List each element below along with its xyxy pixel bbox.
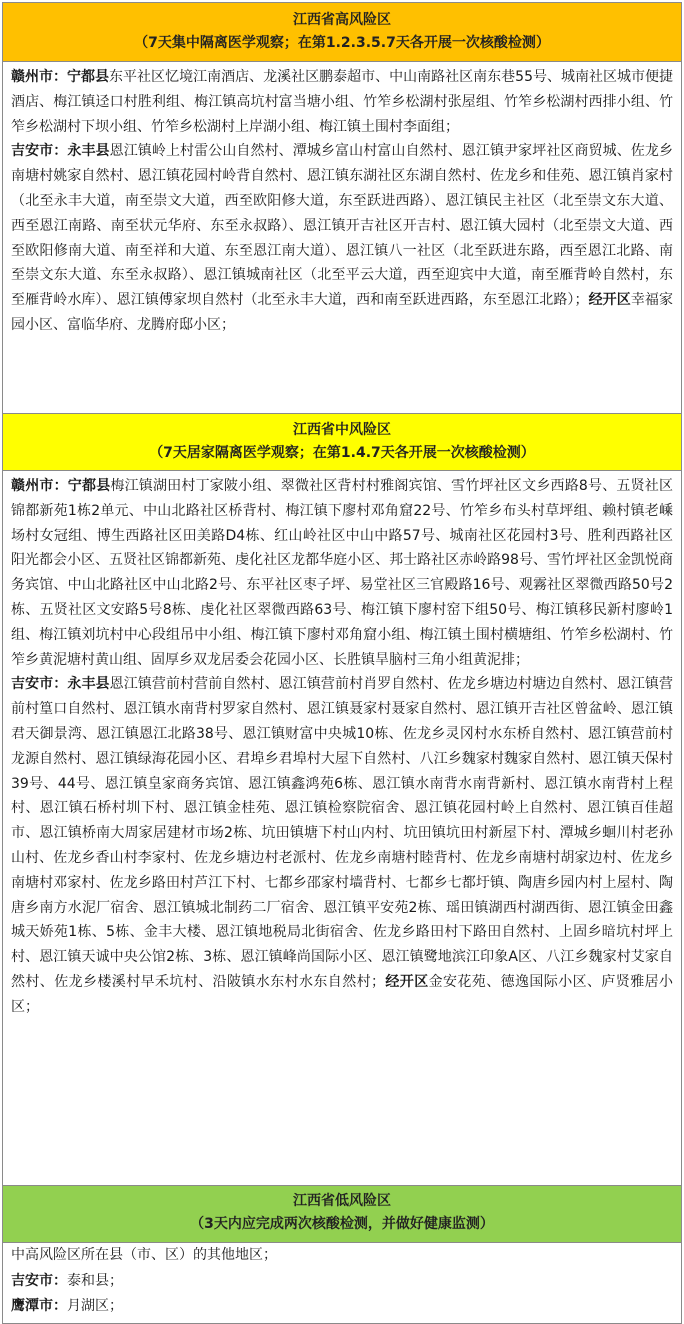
mid-jian-paragraph [11,672,673,1019]
mid-ganzhou-county: 宁都县 [67,478,111,494]
high-risk-header [3,3,681,62]
mid-jian-city: 吉安市： [11,676,68,693]
high-ganzhou-paragraph [11,65,673,139]
mid-risk-body [3,471,681,1186]
mid-ganzhou-city: 赣州市： [11,478,68,494]
risk-area-table [2,2,682,1324]
high-jian-paragraph [11,139,673,337]
low-line-other: 中高风险区所在县（市、区）的其他地区； [11,1247,277,1263]
low-line-yingtan [11,1294,673,1320]
high-jian-county: 永丰县 [67,143,110,160]
high-jian-zone-text: 幸福家园小区、富临华府、龙腾府邸小区； [11,292,674,333]
high-risk-body [3,62,681,414]
low-jian-text: 泰和县； [67,1272,123,1289]
mid-jian-zone: 经开区 [385,973,429,990]
mid-risk-title: 江西省中风险区 [293,422,391,438]
low-jian-city: 吉安市： [11,1272,67,1289]
high-risk-title: 江西省高风险区 [293,12,391,28]
high-jian-text: 恩江镇岭上村雷公山自然村、潭城乡富山村富山自然村、恩江镇尹家坪社区商贸城、佐龙乡南塘村姚家自然村、恩江镇花园村岭背自然村、恩江镇东湖社区东湖自然村、佐龙乡和佳苑、恩江镇肖家村（北至永丰大道，南至崇文大道，西至欧阳修大道，东至跃进西路）、恩江镇民主社区（北至崇文东大道、西至恩江南路、南至状元华府、东至永叔路）、恩江镇开吉社区开吉村、恩江镇大园村（北至崇文大道、西至欧阳修南大道、南至祥和大道、东至恩江南大道）、恩江镇八一社区（北至跃进东路，西至恩江北路、南至崇文东大道、东至永叔路）、恩江镇城南社区（北至平云大道，西至迎宾中大道，南至雁背岭自然村，东至雁背岭水库）、恩江镇傅家坝自然村（北至永丰大道，西和南至跃进西路，东至恩江北路）； [11,143,674,309]
mid-jian-zone-text: 金安花苑、德逸国际小区、庐贤雅居小区； [11,973,674,1015]
high-ganzhou-county: 宁都县 [67,69,110,85]
mid-jian-text: 恩江镇营前村营前自然村、恩江镇营前村肖罗自然村、佐龙乡塘边村塘边自然村、恩江镇营前村篁口自然村、恩江镇水南背村罗家自然村、恩江镇聂家村聂家自然村、恩江镇开吉社区曾盆岭、恩江镇君天御景湾、恩江镇恩江北路38号、恩江镇财富中央城10栋、佐龙乡灵冈村水东桥自然村、恩江镇营前村龙源自然村、恩江镇绿海花园小区、君埠乡君埠村大屋下自然村、八江乡魏家村魏家自然村、恩江镇天保村39号、44号、恩江镇皇家商务宾馆、恩江镇鑫鸿苑6栋、恩江镇水南背水南背新村、恩江镇水南背村上程村、恩江镇石桥村圳下村、恩江镇金桂苑、恩江镇检察院宿舍、恩江镇花园村岭上自然村、恩江镇百佳超市、恩江镇桥南大周家居建材市场2栋、坑田镇塘下村山内村、坑田镇坑田村新屋下村、潭城乡蛔川村老孙山村、佐龙乡香山村李家村、佐龙乡塘边村老派村、佐龙乡南塘村睦背村、佐龙乡南塘村胡家边村、佐龙乡南塘村邓家村、佐龙乡路田村芦江下村、七都乡邵家村墙背村、七都乡七都圩镇、陶唐乡园内村上屋村、陶唐乡南方水泥厂宿舍、恩江镇城北制药二厂宿舍、恩江镇平安苑2栋、瑶田镇湖西村湖西街、恩江镇金田鑫城天娇苑1栋、5栋、金丰大楼、恩江镇地税局北街宿舍、佐龙乡路田村下路田自然村、上固乡暗坑村坪上村、恩江镇天诚中央公馆2栋、3栋、恩江镇峰尚国际小区、恩江镇鹭地滨江印象A区、八江乡魏家村艾家自然村、佐龙乡楼溪村早禾坑村、沿陂镇水东村水东自然村； [11,676,674,990]
low-risk-subtitle: （3天内应完成两次核酸检测，并做好健康监测） [190,1216,494,1232]
low-risk-body [3,1243,681,1323]
mid-risk-subtitle: （7天居家隔离医学观察；在第1.4.7天各开展一次核酸检测） [149,445,535,461]
low-risk-title: 江西省低风险区 [293,1193,391,1209]
low-risk-header [3,1186,681,1243]
high-ganzhou-city: 赣州市： [11,69,68,85]
mid-ganzhou-paragraph [11,474,673,672]
high-jian-zone: 经开区 [588,292,631,309]
high-jian-city: 吉安市： [11,143,68,160]
mid-risk-header [3,414,681,471]
low-yingtan-city: 鹰潭市： [11,1298,67,1314]
high-risk-subtitle: （7天集中隔离医学观察；在第1.2.3.5.7天各开展一次核酸检测） [134,35,550,51]
low-line-jian [11,1269,673,1295]
low-yingtan-text: 月湖区； [67,1298,123,1314]
mid-ganzhou-text: 梅江镇湖田村丁家陂小组、翠微社区背村村雅阁宾馆、雪竹坪社区文乡西路8号、五贤社区锦都新苑1栋2单元、中山北路社区桥背村、梅江镇下廖村邓角窟22号、竹笮乡布头村草坪组、赖村镇老嵊场村女冠组、博生西路社区田美路D4栋、红山岭社区中山中路57号、城南社区花园村3号、胜利西路社区阳光都会小区、五贤社区锦都新苑、虔化社区龙都华庭小区、邦士路社区赤岭路98号、雪竹坪社区金凯悦商务宾馆、中山北路社区中山北路2号、东平社区枣子坪、易堂社区三官殿路16号、观霧社区翠微西路50号2栋、五贤社区文安路5号8栋、虔化社区翠微西路63号、梅江镇下廖村窑下组50号、梅江镇移民新村廖岭1组、梅江镇刘坑村中心段组吊中小组、梅江镇下廖村邓角窟小组、梅江镇土围村横塘组、竹笮乡松湖村、竹笮乡黄泥塘村黄山组、固厚乡双龙居委会花园小区、长胜镇旱脑村三角小组黄泥排； [11,478,674,668]
high-ganzhou-text: 东平社区忆境江南酒店、龙溪社区鹏泰超市、中山南路社区南东巷55号、城南社区城市便捷酒店、梅江镇迳口村胜利组、梅江镇高坑村富当塘小组、竹笮乡松湖村张屋组、竹笮乡松湖村西排小组、竹笮乡松湖村下坝小组、竹笮乡松湖村上岸湖小组、梅江镇土围村李面组； [11,69,674,135]
mid-jian-county: 永丰县 [67,676,110,693]
